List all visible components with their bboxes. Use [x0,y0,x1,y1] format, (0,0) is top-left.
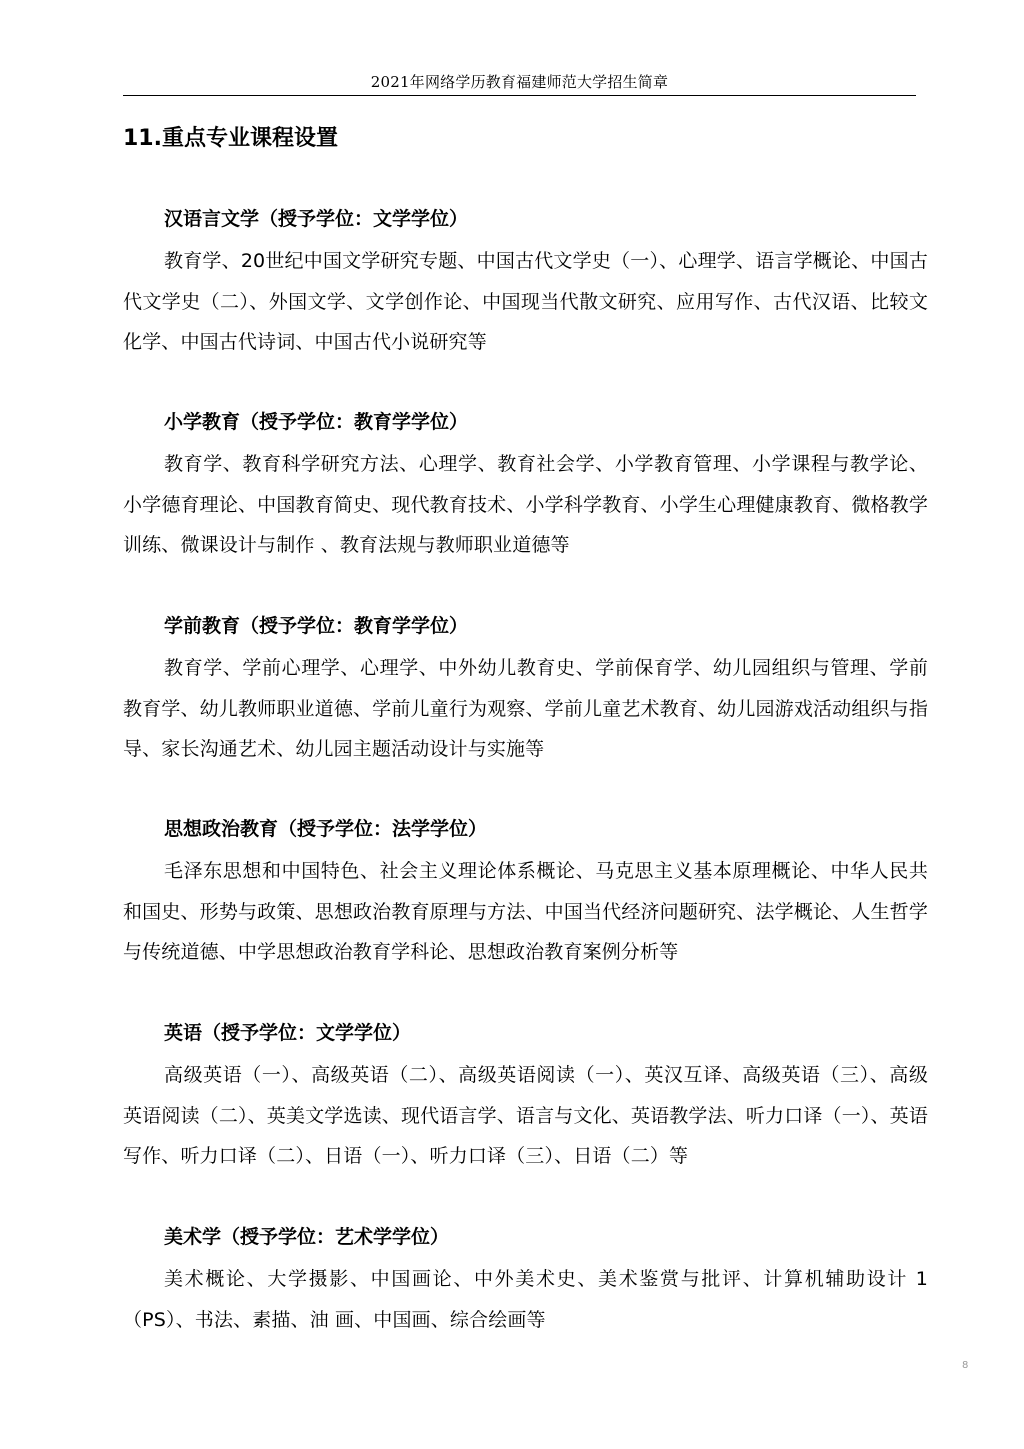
major-heading: 小学教育（授予学位：教育学学位） [164,411,469,433]
major-courses: 高级英语（一）、高级英语（二）、高级英语阅读（一）、英汉互译、高级英语（三）、高级英语阅读（二）、英美文学选读、现代语言学、语言与文化、英语教学法、听力口译（一）、英语写作、听力口译（二）、日语（一）、听力口译（三）、日语（二）等 [123,1064,928,1167]
page-number: 8 [962,1360,969,1371]
major-courses: 美术概论、大学摄影、中国画论、中外美术史、美术鉴赏与批评、计算机辅助设计 1（PS）、书法、素描、油 画、中国画、综合绘画等 [123,1268,928,1331]
major-heading: 英语（授予学位：文学学位） [164,1022,412,1044]
major-block-english [123,1017,928,1177]
major-courses: 教育学、教育科学研究方法、心理学、教育社会学、小学教育管理、小学课程与教学论、小学德育理论、中国教育简史、现代教育技术、小学科学教育、小学生心理健康教育、微格教学训练、微课设计与制作 、教育法规与教师职业道德等 [123,453,928,556]
major-heading: 汉语言文学（授予学位：文学学位） [164,208,469,230]
major-courses: 教育学、20世纪中国文学研究专题、中国古代文学史（一）、心理学、语言学概论、中国古代文学史（二）、外国文学、文学创作论、中国现当代散文研究、应用写作、古代汉语、比较文化学、中国古代诗词、中国古代小说研究等 [123,250,928,353]
major-block-preschool-education [123,610,928,770]
section-title: 11.重点专业课程设置 [123,126,338,151]
header-divider [123,95,916,96]
major-heading: 美术学（授予学位：艺术学学位） [164,1226,450,1248]
major-courses: 毛泽东思想和中国特色、社会主义理论体系概论、马克思主义基本原理概论、中华人民共和国史、形势与政策、思想政治教育原理与方法、中国当代经济问题研究、法学概论、人生哲学与传统道德、中学思想政治教育学科论、思想政治教育案例分析等 [123,860,928,963]
major-block-primary-education [123,406,928,566]
major-block-political-education [123,813,928,973]
major-block-chinese-literature [123,203,928,363]
page-header: 2021年网络学历教育福建师范大学招生简章 [370,73,669,91]
major-block-fine-arts [123,1221,928,1340]
major-courses: 教育学、学前心理学、心理学、中外幼儿教育史、学前保育学、幼儿园组织与管理、学前教育学、幼儿教师职业道德、学前儿童行为观察、学前儿童艺术教育、幼儿园游戏活动组织与指导、家长沟通艺术、幼儿园主题活动设计与实施等 [123,657,928,760]
major-heading: 学前教育（授予学位：教育学学位） [164,615,469,637]
major-heading: 思想政治教育（授予学位：法学学位） [164,818,488,840]
